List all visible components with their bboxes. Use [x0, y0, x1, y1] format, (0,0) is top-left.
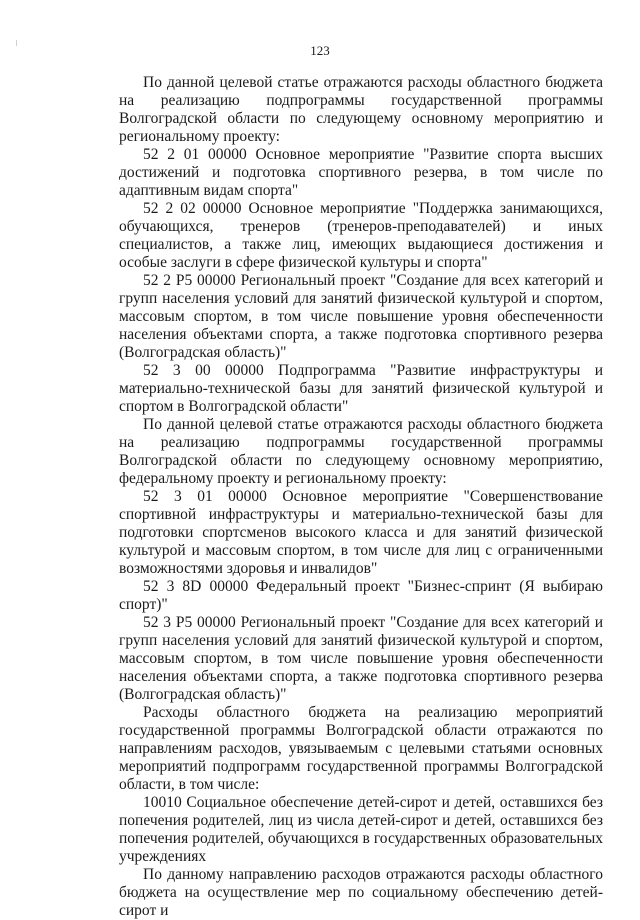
paragraph-52-2-01: 52 2 01 00000 Основное мероприятие "Развитие спорта высших достижений и подготовка спортивного резерва, в том числе по адаптивным видам спорта"	[119, 146, 603, 199]
paragraph-intro-subprogram-3: По данной целевой статье отражаются расходы областного бюджета на реализацию подпрограммы государственной программы Волгоградской области по следующему основному мероприятию, федеральному проекту и региональному проекту:	[119, 416, 603, 487]
paragraph-10010: 10010 Социальное обеспечение детей-сирот и детей, оставшихся без попечения родителей, лиц из числа детей-сирот и детей, оставшихся без попечения родителей, обучающихся в государственных образовательных учреждениях	[119, 794, 603, 865]
paragraph-52-3-00: 52 3 00 00000 Подпрограмма "Развитие инфраструктуры и материально-технической базы для занятий физической культурой и спортом в Волгоградской области"	[119, 362, 603, 415]
paragraph-10010-description: По данному направлению расходов отражаются расходы областного бюджета на осуществление мер по социальному обеспечению детей-сирот и	[119, 866, 603, 919]
paragraph-expense-directions: Расходы областного бюджета на реализацию мероприятий государственной программы Волгоградской области отражаются по направлениям расходов, увязываемым с целевыми статьями основных мероприятий подпрограмм государственной программы Волгоградской области, в том числе:	[119, 704, 603, 793]
page-number: 123	[310, 43, 330, 58]
paragraph-52-3-01: 52 3 01 00000 Основное мероприятие "Совершенствование спортивной инфраструктуры и материально-технической базы для подготовки спортсменов высокого класса и для занятий физической культурой и массовым спортом, в том числе для лиц с ограниченными возможностями здоровья и инвалидов"	[119, 488, 603, 577]
paragraph-52-2-p5: 52 2 P5 00000 Региональный проект "Создание для всех категорий и групп населения условий для занятий физической культурой и спортом, массовым спортом, в том числе повышение уровня обеспеченности населения объектами спорта, а также подготовка спортивного резерва (Волгоградская область)"	[119, 272, 603, 361]
paragraph-52-3-8d: 52 3 8D 00000 Федеральный проект "Бизнес-спринт (Я выбираю спорт)"	[119, 578, 603, 613]
document-body	[119, 74, 603, 920]
paragraph-52-3-p5: 52 3 P5 00000 Региональный проект "Создание для всех категорий и групп населения условий для занятий физической культурой и спортом, массовым спортом, в том числе повышение уровня обеспеченности населения объектами спорта, а также подготовка спортивного резерва (Волгоградская область)"	[119, 614, 603, 703]
paragraph-52-2-02: 52 2 02 00000 Основное мероприятие "Поддержка занимающихся, обучающихся, тренеров (тренеров-преподавателей) и иных специалистов, а также лиц, имеющих выдающиеся достижения и особые заслуги в сфере физической культуры и спорта"	[119, 200, 603, 271]
paragraph-intro-subprogram-2: По данной целевой статье отражаются расходы областного бюджета на реализацию подпрограммы государственной программы Волгоградской области по следующему основному мероприятию и региональному проекту:	[119, 74, 603, 145]
